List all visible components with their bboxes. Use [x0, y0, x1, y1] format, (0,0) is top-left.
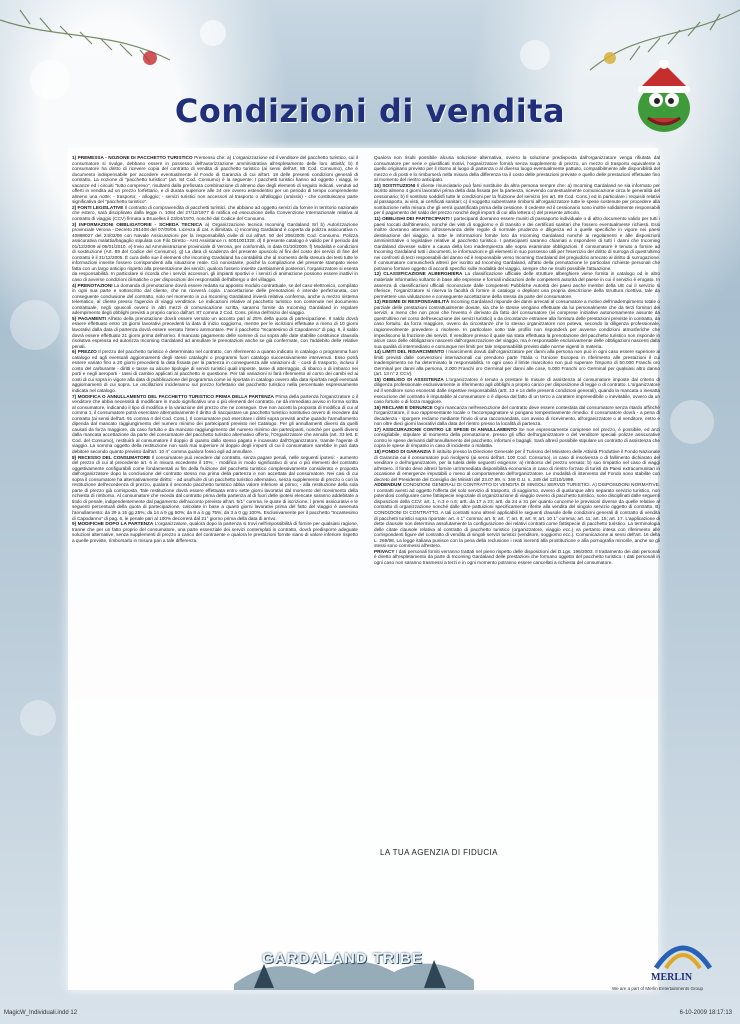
terms-section — [374, 155, 660, 183]
section-body: Prima della partenza l'organizzatore o il venditore che abbia necessità di modificare in modo significativo uno o più elementi del contratto, ne dà immediato avviso in forma scritta al consumatore, indicando il tipo di modifica e la variazione del prezzo che ne consegue. Ove non accetti la proposta di modifica di cui al comma 1, il consumatore potrà esercitare alternativamente il diritto di riacquistare un pacchetto turistico sostitutivo ovvero di recedere dal contratto (ai sensi dell'art. 91 comma 4 del Cod. Cons.). Il consumatore può esercitare i diritti sopra previsti anche quando l'annullamento dipenda dal mancato raggiungimento del numero minimo dei partecipanti previsto nel Catalogo. Per gli annullamenti diversi da quelli causati da forza maggiore, da caso fortuito e da mancato raggiungimento del numero minimo dei partecipanti, nonché per quelli diversi dalla mancata accettazione da parte del consumatore del pacchetto turistico alternativo offerto, l'Organizzatore che annulla (art. 33 lett. E Cod. del Consumo), restituirà al consumatore il doppio di quanto dallo stesso pagato e incassato dall'Organizzatore, tramite l'agente di viaggio. La somma oggetto della restituzione non sarà mai superiore al doppio degli importi di cui il consumatore sarebbe in pari data debitore secondo quanto previsto dall'art. 10 4° comma qualora fosso egli ad annullare. — [72, 393, 358, 454]
terms-section — [374, 427, 660, 449]
section-body: Il contratto di compravendita di pacchetti turistici, che abbiano ad oggetto servizi da fornire in territorio nazionale che estero, sarà disciplinato dalla legge n. 1084 del 27/12/1977 di ratifica ed esecuzione della Convenzione Internazionale relativa al contratto di viaggio (CCV) firmata a Bruxelles il 23/04/1970, nonché dal Codice del Consumo. — [72, 204, 358, 222]
snowflake — [20, 700, 56, 736]
terms-section — [72, 155, 358, 205]
section-body: Premesso che: a) L'organizzazione ed il venditore del pacchetto turistico, cui il consumatore si rivolge, debbano essere in possesso dell'autorizzazione amministrativa all'espletamento delle loro attività; b) Il consumatore ha diritto di ricevere copia del contratto di vendita di pacchetto turistico (ai sensi dell'art. 85 Cod. Consumo), che è documento indispensabile per accedere eventualmente al Fondo di Garanzia di cui all'art. 18 delle presenti condizioni generali di contratto. La nozione di "pacchetto turistico" (art. 84 Cod. Consumo) è la seguente: I pacchetti turistici hanno ad oggetto i viaggi, le vacanze ed i circuiti "tutto compreso", risultanti dalla prefissata combinazione di almeno due degli elementi di seguito indicati, venduti od offerti in vendita ad un prezzo forfettario, e di durata superiore alle 24 ore ovvero estendentisi per un periodo di tempo comprendente almeno una notte: - trasporto; - alloggio; - servizi turistici non accessori al trasporto o all'alloggio (omissis) - che costituiscano parte significativa del "pacchetto turistico". — [72, 155, 358, 205]
snowflake — [670, 400, 714, 444]
section-body: I dati personali forniti verranno trattati nel pieno rispetto delle disposizioni del D.Lgs. 196/2003. Il trattamento dei dati personali è diretto all'espletamento da parte di Incoming Gardaland delle prestazioni che formano oggetto del pacchetto turistico. I dati personali in ogni caso non saranno trasmessi a terzi e in ogni momento potranno essere cancellati a richiesta del consumatore. — [374, 548, 660, 565]
section-heading: 8) RECESSO DEL CONSUMATORE — [72, 454, 151, 460]
terms-column-right — [374, 155, 660, 875]
section-heading: 10) SOSTITUZIONI — [374, 182, 416, 188]
section-heading: 5) PAGAMENTI — [72, 315, 106, 321]
snowflake — [200, 20, 226, 46]
section-heading: 16) RECLAMI E DENUNCE — [374, 404, 433, 410]
terms-section — [72, 521, 358, 543]
section-body: Se non espressamente comprese nel prezzo, è possibile, ed anzi consigliabile, stipulare al momento della prenotazione, presso gli uffici dell'organizzatore o del venditore speciali polizze assicurative contro le spese derivanti dall'annullamento del pacchetto, infortuni e bagagli. Sarà altresì possibile stipulare un contratto di assistenza che copra le spese di rimpatrio in caso di incidente o malattia. — [374, 426, 660, 449]
section-heading: PRIVACY — [374, 548, 395, 554]
section-heading: 2) FONTI LEGISLATIVE — [72, 204, 124, 210]
section-body: Il cliente rinunciatario può farsi sostituire da altra persona sempre che: a) Incoming Gardaland ne sia informato per iscritto almeno 4 giorni lavorativi prima della data fissata per la partenza, ricevendo contestualmente comunicazione circa le generalità del cessionario; b) Il sostituto soddisfi tutte le condizioni per la fruizione del servizio (ex art. 89 Cod. Cons.) ed in particolare i requisiti relativi al passaporto, ai visti, ai certificati sanitari; c) il soggetto subentrante rimborsi all'organizzatore tutte le spese sostenute per procedere alla sostituzione nella misura che gli verrà quantificata prima della cessione. Il cedente ed il cessionario sono inoltre solidalmente responsabili per il pagamento del saldo del prezzo nonché degli importi di cui alla lettera c) del presente articolo. — [374, 182, 660, 216]
section-body: La domanda di prenotazione dovrà essere redatta su apposito modulo contrattuale, se del caso elettronico, compilato in ogni sua parte e sottoscritto dal cliente, che ne riceverà copia. L'accettazione delle prenotazioni è intende perfezionata, con conseguente conclusione del contratto, solo nel momento in cui Incoming Gardaland invierà relativa conferma, anche a mezzo sistema telematico, al cliente presso l'agenzia di viaggi venditrice. Le indicazioni relative al pacchetto turistico non contenute nel documento contrattuale, negli opuscoli ovvero in altri mezzi di comunicazione scritta, saranno fornite da Incoming Gardaland in regolare adempimento degli obblighi previsti a proprio carico dall'art. 87 comma 2 Cod. Cons. prima dell'inizio del viaggio. — [72, 282, 358, 316]
section-heading: 18) FONDO DI GARANZIA — [374, 448, 432, 454]
footer-timestamp: 6-10-2009 18:17:13 — [679, 1010, 732, 1016]
terms-section — [374, 549, 660, 566]
terms-section — [72, 283, 358, 316]
terms-section — [374, 299, 660, 349]
terms-section — [374, 405, 660, 427]
section-body: Il prezzo del pacchetto turistico è determinato nel contratto, con riferimento a quanto indicato in catalogo o programma fuori catalogo ed agli eventuali aggiornamenti degli stessi cataloghi o programmi fuori catalogo successivamente intervenuti. Esso potrà essere variato fino a 20 giorni precedenti la data fissata per la partenza in conseguenza alle variazioni di: - costi di trasporto, incluso il costo del carburante - diritti e tasse su alcune tipologie di servizi turistici quali imposte, tasse di atterraggio, di sbarco o di imbarco nei porti e negli aeroporti - tassi di cambio applicati al pacchetto in questione. Per tali variazioni si farà riferimento al corso dei cambi ed ai costi di cui sopra in vigore alla data di pubblicazione del programma come ivi riportata in catalogo ovvero alla data riportata negli eventuali aggiornamenti di cui sopra. Le oscillazioni incideranno sul prezzo forfettario del pacchetto turistico nella percentuale espressamente indicata nel catalogo. — [72, 349, 358, 393]
section-body: CONDIZIONI GENERALI DI CONTRATTO DI VENDITA DI SINGOLI SERVIZI TURISTICI. A) DISPOSIZIONI NORMATIVE. I contratti aventi ad oggetto l'offerta del solo servizio di trasporto, di soggiorno, ovvero di qualunque altro separato servizio turistico, non potendosi configurare come fattispecie negoziale di organizzazione di viaggio ovvero di pacchetto turistico, sono disciplinati dalle seguenti disposizioni della CCV: art. 1, n.3 e n.6; artt. da 17 a 23; artt. da 24 a 31 per quanto concerne le previsioni diverse da quelle relative al contratto di organizzazione nonché dalle altre pattuizioni specificamente riferite alla vendita del singolo servizio oggetto di contratto. B) CONDIZIONI DI CONTRATTO. A tali contratti sono altresì applicabili le seguenti clausole delle condizioni generali di contratto di vendita di pacchetti turistici sopra riportate: art. 4 1° comma; art. 5; art. 7; art. 8; art. 9; art. 10 1° comma; art. 11; art. 15; art. 17. L'applicazione di dette clausole non determina assolutamente la configurazione dei relativi contratti come fattispecie di pacchetto turistico. La terminologia delle citate clausole relativa al contratto di pacchetto turistico (organizzatore, viaggio ecc.) va pertanto intesa con riferimento alle corrispondenti figure del contratto di vendita di singoli servizi turistici (venditore, soggiorno ecc.). Comunicazione ai sensi dell'art. 16 della L. 269/98. La legge italiana punisce con la pena della reclusione i reati inerenti alla prostituzione e alla pornografia minorile, anche se gli stessi sono commessi all'estero. — [374, 482, 660, 549]
section-heading: 1) PREMESSA - NOZIONE DI PACCHETTO TURISTICO — [72, 155, 193, 160]
section-heading: 3) INFORMAZIONI OBBLIGATORIE - SCHEDA TECNICA — [72, 221, 203, 227]
terms-section — [374, 271, 660, 299]
section-body: I partecipanti dovranno essere muniti di passaporto individuale o di altro documento valido per tutti i paesi toccati dall'itinerario, nonché dei visti di soggiorno e di transito e dei certificati sanitari che fossero eventualmente richiesti. Essi inoltre dovranno attenersi all'osservanza delle regole di normale prudenza e diligenza ed a quelle specifiche in vigore nei paesi destinazione del viaggio, a tutte le informazioni fornite loro da Incoming Gardaland nonché ai regolamenti e alle disposizioni amministrative o legislative relative al pacchetto turistico. I partecipanti saranno chiamati a rispondere di tutti i danni che Incoming Gardaland dovesse subire a causa della loro inadempienza alle sopra esaminate obbligazioni. Il consumatore è tenuto a fornire ad Incoming Gardaland tutti i documenti, le informazioni e gli elementi in suo possesso utili per l'esercizio del diritto di surroga di quest'ultimo nei confronti di terzi responsabili del danno ed è responsabile verso Incoming Gardaland del pregiudizio arrecato al diritto di surrogazione. Il consumatore comunicherà altresì per iscritto ad Incoming Gardaland, all'atto della prenotazione le particolari richieste personali che potranno formare oggetto di accordi specifici sulle modalità del viaggio, sempre che ne risulti possibile l'attuazione. — [374, 216, 660, 271]
terms-section — [374, 377, 660, 405]
merlin-logo-text: MERLIN — [651, 972, 693, 983]
section-body: Ogni mancanza nell'esecuzione del contratto deve essere contestata dal consumatore senza ritardo affinché l'organizzatore, il suo rappresentante locale o l'accompagnatore vi pongano tempestivamente rimedio. Il consumatore dovrà - a pena di decadenza - sporgere reclamo mediante l'invio di una raccomandata, con avviso di ricevimento, all'organizzatore o al venditore, entro e non oltre dieci giorni lavorativi dalla data del rientro presso la località di partenza. — [374, 404, 660, 427]
section-body: È istituito presso la Direzione Generale per il Turismo del Ministero delle Attività Produttive il Fondo Nazionale di Garanzia cui il consumatore può rivolgersi (ai sensi dell'art. 100 Cod. Consumo), in caso di insolvenza o di fallimento dichiarato del venditore o dell'organizzatore, per la tutela delle seguenti esigenze: a) rimborso del prezzo versato; b) suo rimpatrio nel caso di viaggi all'estero. Il fondo deve altresì fornire un'immediata disponibilità economica in caso di rientro forzato di turisti da Paesi extracomunitari in occasione di emergenze imputabili o meno al comportamento dell'organizzatore. Le modalità di intervento del Fondo sono stabilite con decreto del Presidente del Consiglio dei Ministri del 23.07.99, n. 349 G.U. n. 249 del 12/10/1999. — [374, 448, 660, 482]
terms-section — [72, 205, 358, 222]
section-body: Qualora non risulti possibile alcuna soluzione alternativa, ovvero la soluzione predisposta dall'organizzatore venga rifiutata dal consumatore per serie e giustificati motivi, l'organizzatore fornirà senza supplemento di prezzo, un mezzo di trasporto equivalente a quello originario previsto per il ritorno al luogo di partenza o al diverso luogo eventualmente pattuito, compatibilmente alle disponibilità del mezzo e di posti e lo rimborserà nella misura della differenza tra il costo delle prestazioni previste e quello delle prestazioni effettuate fino al momento del rientro anticipato. — [374, 155, 660, 183]
terms-section — [374, 449, 660, 482]
agency-label: LA TUA AGENZIA DI FIDUCIA — [380, 848, 498, 857]
section-heading: 7) MODIFICA O ANNULLAMENTO DEL PACCHETTO TURISTICO PRIMA DELLA PARTENZA — [72, 393, 274, 399]
section-heading: 12) CLASSIFICAZIONE ALBERGHIERA — [374, 271, 463, 277]
terms-section — [72, 222, 358, 283]
terms-column-left — [72, 155, 358, 975]
footer-file: MagicW_Individuali.indd 12 — [4, 1010, 78, 1016]
terms-section — [72, 394, 358, 455]
terms-section — [72, 316, 358, 349]
terms-section — [374, 349, 660, 377]
terms-section — [374, 216, 660, 271]
section-body: L'organizzatore è tenuto a prestare le misure di assistenza al consumatore imposte dal criterio di diligenza professionale esclusivamente in riferimento agli obblighi a proprio carico per disposizione di legge o di contratto. L'organizzatore ed il venditore sono esonerati dalle rispettive responsabilità (artt. 13 e 14 delle presenti condizioni generali), quando la mancata o inesatta esecuzione del contratto è imputabile al consumatore o è dipesa dal fatto di un terzo a carattere imprevedibile o inevitabile, ovvero da un caso fortuito o di forza maggiore. — [374, 376, 660, 405]
section-heading: 4) PRENOTAZIONI — [72, 282, 113, 288]
section-body: La classificazione ufficiale delle strutture alberghiere viene fornita in catalogo od in altro materiale informativo soltanto in base alle espresse e formali indicazioni delle competenti autorità del paese in cui il servizio è erogato. In assenza di classificazioni ufficiali riconosciute dalle competenti Pubbliche Autorità dei paesi anche membri della UE cui il servizio si riferisce, l'organizzatore si riserva la facoltà di fornire in catalogo o depliant una propria descrizione della struttura ricettiva, tale da permettere una valutazione e conseguente accettazione della stessa da parte del consumatore. — [374, 271, 660, 299]
section-heading: ADDENDUM — [374, 482, 402, 488]
snowflake — [10, 300, 60, 350]
section-body: I risarcimenti dovuti dall'organizzatore per danni alla persona non può in ogni caso essere superiore ai limiti previsti dalle convenzioni internazionali cui prendono parte l'Italia o l'Unione Europea in riferimento alle prestazioni il cui inadempimento ne ha determinato la responsabilità. In ogni caso il limite risarcitorio non può superare l'importo di 50.000 Franchi oro Germinal per danni alla persona, 2.000 Franchi oro Germinal per danni alle cose, 5.000 Franchi oro Germinal per qualsiasi altro danno (art. 13 n° 2 CCV). — [374, 349, 660, 377]
section-heading: 6) PREZZO — [72, 349, 97, 355]
section-heading: 11) OBBLIGHI DEI PARTECIPANTI — [374, 216, 450, 222]
merlin-tagline: We are a part of Merlin Entertainments Group — [612, 986, 703, 991]
terms-section — [374, 482, 660, 549]
gardaland-tribe-text: GARDALAND TRIBE — [262, 950, 423, 967]
section-heading: 9) MODIFICHE DOPO LA PARTENZA — [72, 521, 154, 527]
section-body: Incoming Gardaland risponde dei danni arrecati al consumatore a motivo dell'inadempimento totale o parziale delle prestazioni contrattualmente dovute, sia che le stesse vengano effettuate da lui personalmente che da terzi fornitori dei servizi, a meno che non provi che l'evento è derivato da fatto del consumatore (ivi comprese iniziative autonomamente assunte da quest'ultimo nel corso dell'esecuzione dei servizi turistici) o da circostanze estranee alla fornitura delle prestazioni previste in contratto, da caso fortuito, da forza maggiore, ovvero da circostanze che lo stesso organizzatore non poteva, secondo la diligenza professionale, ragionevolmente prevedere o risolvere. In particolare sotto tale profilo non risponderà per avverse condizioni atmosferiche che impediscono la fruizione dei servizi. Il venditore presso il quale sia stata effettuata la prenotazione del pacchetto turistico non risponde in alcun caso delle obbligazioni nascenti dall'organizzazione del viaggio, ma è responsabile esclusivamente delle obbligazioni nascenti dalla sua qualità di intermediario e comunque nei limiti per tale responsabilità previsti dalle norme vigenti in materia. — [374, 299, 660, 349]
snowflake — [520, 40, 550, 70]
section-body: All'atto della prenotazione dovrà essere versato un acconto pari al 25% della quota di partecipazione. Il saldo dovrà essere effettuato entro 15 giorni lavorativi precedenti la data di inizio soggiorno, mentre per le iscrizioni effettuate a meno di 10 giorni lavorativi dalla data di partenza dovrà essere versato l'intero ammontare. Per il pacchetto "Incantesimo di Capodanno" di pag. 6, il saldo dovrà essere effettuato 21 giorni prima dell'arrivo. Il mancato pagamento delle somme di cui sopra alle date stabilite costituisce clausola risolutiva espressa ed autorizza Incoming Gardaland ad annullare le prenotazioni anche se già confermate, con l'addebito delle relative penali. — [72, 315, 358, 349]
terms-section — [72, 455, 358, 522]
page-title: Condizioni di vendita — [174, 92, 566, 130]
terms-section — [72, 349, 358, 393]
terms-section — [374, 183, 660, 216]
section-body: Il consumatore può recedere dal contratto, senza pagare penali, nelle seguenti ipotesi: - aumento del prezzo di cui al precedente art. 6 in misura eccedente il 10%; - modifica in modo significativo di uno o più elementi del contratto oggettivamente configurabili come fondamentali ai fini della fruizione del pacchetto turistico complessivamente considerato e proposta dall'organizzatore dopo la conclusione del contratto stesso ma prima della partenza e non accettata dal consumatore. Nei casi di cui sopra il consumatore ha alternativamente diritto: - ad usufruire di un pacchetto turistico alternativo, senza supplemento di prezzo o con la restituzione dell'eccedenza di prezzo, qualora il secondo pacchetto turistico abbia valore inferiore al primo; - alla restituzione della sola parte di prezzo già corrisposta. Tale restituzione dovrà essere effettuata entro sette giorni lavorativi dal momento del ricevimento della richiesta di rimborso. Al consumatore che receda dal contratto prima della partenza al di fuori delle ipotesi elencate saranno addebitate a titolo di penale, indipendentemente dal pagamento dell'acconto previsto all'art. 5/1° comma, le quote di iscrizione, ì premi assicurativi e le seguenti percentuali della quota di partecipazione, calcolate in base a quanti giorni lavorativi prima del fatto del viaggio è avvenuta l'annullamento: da 29 a 15 gg 25%; da 14 a 9 gg 50%; da 8 a 4 gg 75%; da 3 a 0 gg 100%. Esclusivamente per il pacchetto "Incantesimo di Capodanno" di pag. 6, le penale pari al 100% decorrerà dal 21° giorno prima della data di arrivo. — [72, 454, 358, 521]
section-heading: 15) OBBLIGO DI ASSISTENZA — [374, 376, 444, 382]
section-heading: 13) REGIME DI RESPONSABILITÀ — [374, 299, 450, 305]
section-heading: 17) ASSICURAZIONE CONTRO LE SPESE DI ANNULLAMENTO — [374, 426, 517, 432]
section-body: a) Organizzazione tecnica Incoming Gardaland Srl b) Autorizzazione provinciale Verona - Decreto 291408 del 07/09/06. Licenza di cat. A illimitata. c) Incoming Gardaland è coperta da polizza assicurativa n. 40888027 del 24/02/06 con Navale Assicurazioni per la responsabilità civile di cui all'art. 50 del 206/2005 Cod. Consumo. Polizza assicurativa malattia/bagaglio stipulata con Filo Diretto - Arst Assistance n. 6001001328. d) Il presente catalogo è valido per il periodo dal 01/12/2009 al 06/01/2010. e) Invio ad Amministrazione provinciale di Verona, per conformità, in data 01/10/2009. f) Modalità e condizioni di sostituzione (Art. 89 del Codice del Consumo). g) La data di scadenza del presente opuscolo al fini del costo dei servizi di fine del contratto è il 31/12/2005. È cura delle sue il elementi che incoming Gardaland ha contabilità che al momento della stesura dei testi tutte le informazioni inserite fossero corrispondenti alla situazione reale. Ciò nonostante, poiché la compilazione del presente stampato viene fatta con un largo anticipo rispetto alla presentazione dei servizi, qualora fossero inserite cambiamenti posteriori, l'organizzatore si esenta da responsabilità. In particolare si ricorda che i servizi accessori, gli impianti sportivi e i servizi di animazione possono essere inattivi in caso di avverse condizioni climatiche o per disposizioni dei responsabili dell'albergo o del villaggio. — [72, 221, 358, 283]
section-heading: 14) LIMITI DEL RISARCIMENTO — [374, 349, 445, 355]
section-body: L'organizzatore, qualora dopo la partenza si trovi nell'impossibilità di fornire per qualsiasi ragione, tranne che per un fatto proprio del consumatore, una parte essenziale dei servizi contemplati in contratto, dovrà predisporre adeguate soluzioni alternative, senza supplementi di prezzo a carico del contraente e qualora le prestazioni fornite siano di valore inferiore rispetto a quelle previste, rimborsarlo in misura pari a tale differenza. — [72, 521, 358, 543]
